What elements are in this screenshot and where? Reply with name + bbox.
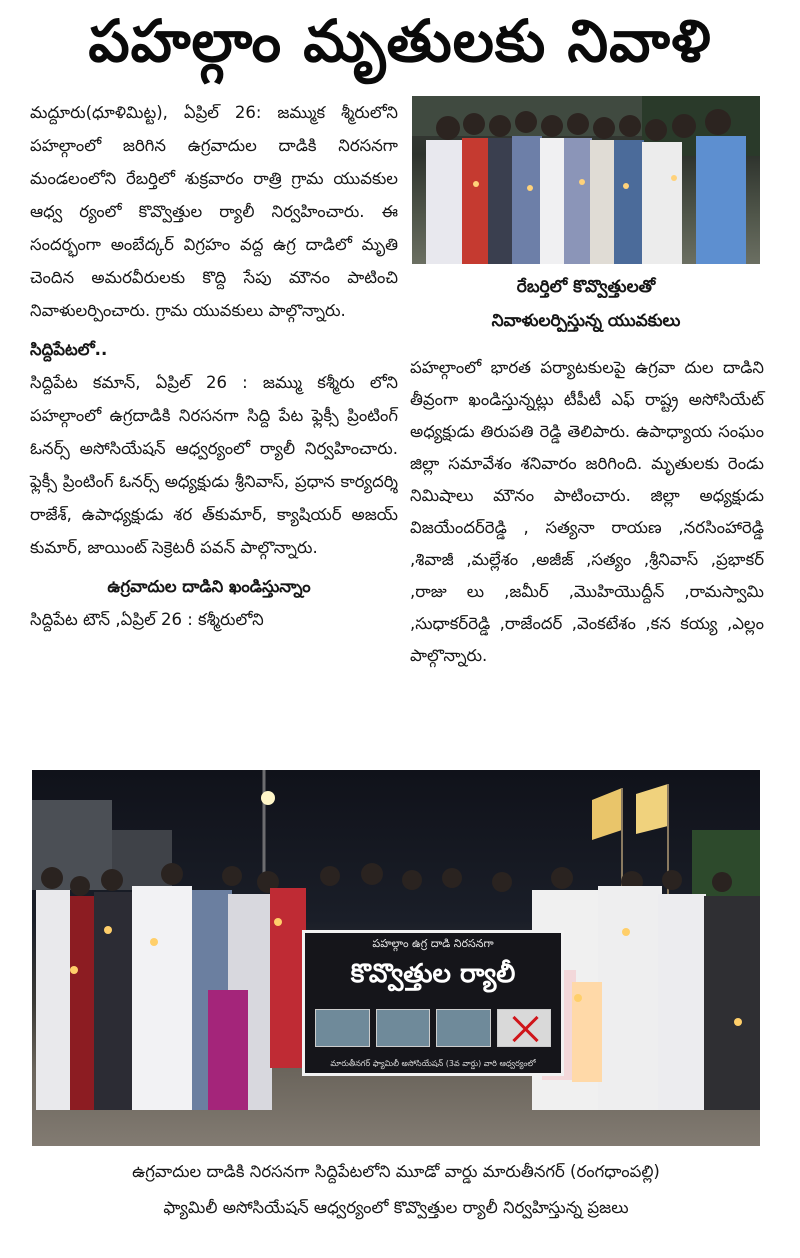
photo-youths-illustration [412,96,760,264]
banner-thumb-2 [376,1009,431,1047]
article-paragraph-madduru: మద్దూరు(ధూళిమిట్ట), ఏప్రిల్ 26: జమ్ముక శ్మీరులోని పహల్గాంలో జరిగిన ఉగ్రవాదుల దాడికి నిరసనగా మండలంలోని రేబర్తిలో శుక్రవారం రాత్రి గ్రామ యువకుల ఆధ్వ ర్యంలో కొవ్వొత్తుల ర్యాలీ నిర్వహించారు. ఈ సందర్భంగా అంబేద్కర్ విగ్రహం వద్ద ఉగ్ర దాడిలో మృతి చెందిన అమరవీరులకు కొద్ది సేపు మౌనం పాటించి నివాళులర్పించారు. గ్రామ యువకులు పాల్గొన్నారు. [30,103,398,320]
subhead-siddipet: సిద్దిపేటలో.. [30,340,108,359]
rally-banner [302,930,564,1076]
banner-top-text: పహల్గాం ఉగ్ర దాడి నిరసనగా [372,937,494,950]
banner-thumbnails [315,1009,551,1047]
banner-main-text: కొవ్వొత్తుల ర్యాలీ [350,959,516,989]
article-paragraph-siddipet-town: సిద్దిపేట టౌన్ ,ఏప్రిల్ 26 : కశ్మీరులోని [30,610,264,629]
photo1-caption-line2: నివాళులర్పిస్తున్న యువకులు [491,311,681,331]
photo1-caption [412,264,760,344]
photo-candle-rally [32,770,760,1146]
right-column [410,352,764,672]
photo2-caption-line1: ఉగ్రవాదుల దాడికి నిరసనగా సిద్దిపేటలోని మూడో వార్డు మారుతీనగర్ (రంగధాంపల్లి) [132,1162,660,1181]
photo1-caption-line1: రేబర్తిలో కొవ్వొత్తులతో [516,277,656,297]
banner-thumb-1 [315,1009,370,1047]
headline: పహల్గాం మృతులకు నివాళి [88,6,712,75]
article-paragraph-siddipet-kaman: సిద్దిపేట కమాన్, ఏప్రిల్ 26 : జమ్ము కశ్మీరు లోని పహల్గాంలో ఉగ్రదాడికి నిరసనగా సిద్ది పేట ఫ్లెక్సీ ప్రింటింగ్ ఓనర్స్ అసోసియేషన్ ఆధ్వర్యంలో ర్యాలీ నిర్వహించారు. ఫ్లెక్సీ ప్రింటింగ్ ఓనర్స్ అధ్యక్షుడు శ్రీనివాస్, ప్రధాన కార్యదర్శి రాజేశ్, ఉపాధ్యక్షుడు శర త్‌కుమార్, క్యాషియర్ అజయ్ కుమార్, జాయింట్ సెక్రెటరీ పవన్ పాల్గొన్నారు. [30,373,398,557]
photo-candle-tribute-youths [412,96,760,264]
left-column [30,96,398,636]
photo2-caption [32,1150,760,1230]
subhead-condemn: ఉగ్రవాదుల దాడిని ఖండిస్తున్నాం [107,577,311,596]
banner-bottom-text: మారుతీనగర్ ఫ్యామిలీ అసోసియేషన్ (3వ వార్డు) వారి ఆధ్వర్యంలో [330,1059,536,1068]
banner-thumb-cross-icon [497,1009,552,1047]
banner-thumb-3 [436,1009,491,1047]
article-paragraph-tptf: పహల్గాంలో భారత పర్యాటకులపై ఉగ్రవా దుల దాడిని తీవ్రంగా ఖండిస్తున్నట్లు టీపీటీ ఎఫ్ రాష్ట్ర అసోసియేట్ అధ్యక్షుడు తిరుపతి రెడ్డి తెలిపారు. ఉపాధ్యాయ సంఘం జిల్లా సమావేశం శనివారం జరిగింది. మృతులకు రెండు నిమిషాలు మౌనం పాటించారు. జిల్లా అధ్యక్షుడు విజయేందర్‌రెడ్డి , సత్యనా రాయణ ,నరసింహారెడ్డి ,శివాజీ ,మల్లేశం ,అజీజ్ ,సత్యం ,శ్రీనివాస్ ,ప్రభాకర్ ,రాజు లు ,జమీర్ ,మొహియొద్దీన్ ,రామస్వామి ,సుధాకర్‌రెడ్డి ,రాజేందర్ ,వెంకటేశం ,కన కయ్య ,ఎల్లం పాల్గొన్నారు. [410,358,764,665]
photo2-caption-line2: ఫ్యామిలీ అసోసియేషన్ ఆధ్వర్యంలో కొవ్వొత్తుల ర్యాలీ నిర్వహిస్తున్న ప్రజలు [163,1198,629,1217]
